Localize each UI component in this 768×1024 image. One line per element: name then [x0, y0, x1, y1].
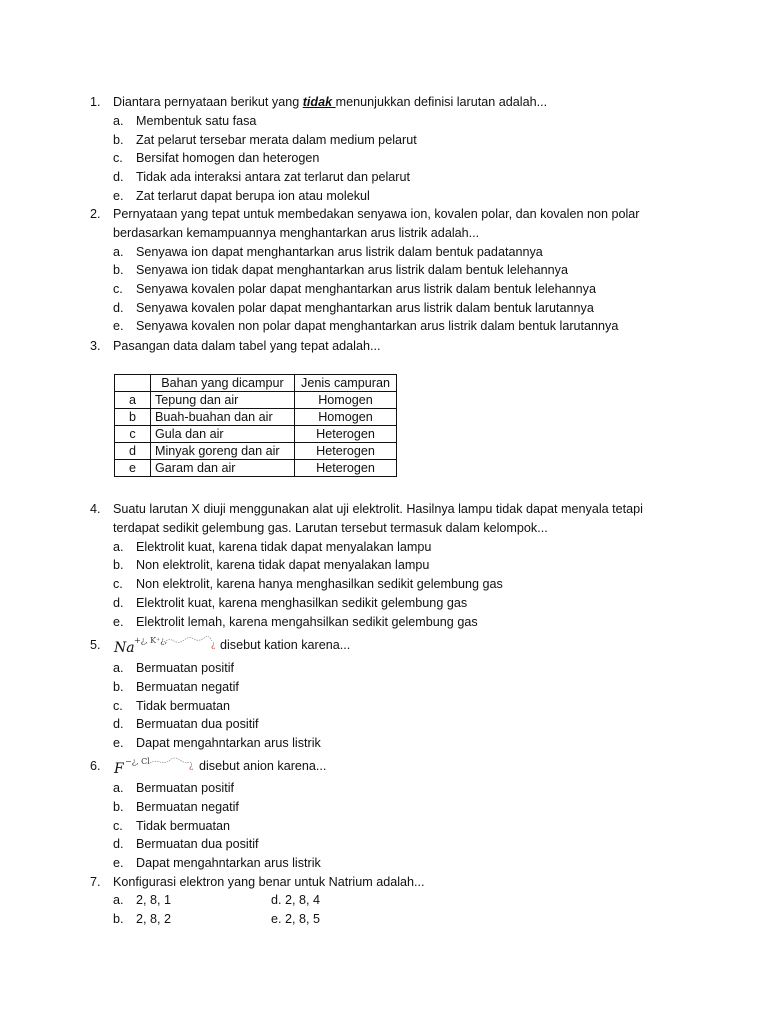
q2-option-e-letter: e.	[113, 319, 124, 333]
question-1-emphasis: tidak	[302, 95, 336, 109]
q5-option-e-letter: e.	[113, 736, 124, 750]
table-cell: Gula dan air	[151, 426, 295, 443]
q6-option-a-letter: a.	[113, 781, 124, 795]
q7-option-e: e. 2, 8, 5	[271, 912, 321, 926]
table-row	[115, 460, 397, 477]
q4-option-a-letter: a.	[113, 540, 124, 554]
question-2-text-line2: berdasarkan kemampuannya menghantarkan arus listrik adalah...	[113, 226, 480, 240]
question-1-text-pre: Diantara pernyataan berikut yang	[113, 95, 303, 109]
q1-option-e-letter: e.	[113, 189, 124, 203]
table-cell: Tepung dan air	[151, 392, 295, 409]
q6-option-d-letter: d.	[113, 837, 124, 851]
q6-option-a: Bermuatan positif	[136, 781, 235, 795]
question-1-number: 1.	[90, 95, 101, 109]
q5-option-b: Bermuatan negatif	[136, 680, 239, 694]
q2-option-c-letter: c.	[113, 282, 123, 296]
table-cell: d	[115, 443, 151, 460]
table-cell: b	[115, 409, 151, 426]
question-4-text-line1: Suatu larutan X diuji menggunakan alat uji elektrolit. Hasilnya lampu tidak dapat menyala tetapi	[113, 502, 643, 516]
anion-formula	[114, 757, 194, 781]
q1-option-b-letter: b.	[113, 133, 124, 147]
q5-option-a: Bermuatan positif	[136, 661, 235, 675]
q2-option-c: Senyawa kovalen polar dapat menghantarkan arus listrik dalam bentuk lelehannya	[136, 282, 596, 296]
table-header-cell: Bahan yang dicampur	[151, 375, 295, 392]
q4-option-d: Elektrolit kuat, karena menghasilkan sedikit gelembung gas	[136, 596, 468, 610]
question-4-text-line2: terdapat sedikit gelembung gas. Larutan tersebut termasuk dalam kelompok...	[113, 521, 548, 535]
q1-option-a: Membentuk satu fasa	[136, 114, 257, 128]
q4-option-e-letter: e.	[113, 615, 124, 629]
q4-option-c-letter: c.	[113, 577, 123, 591]
question-5-text: disebut kation karena...	[220, 638, 351, 652]
q5-option-d-letter: d.	[113, 717, 124, 731]
q4-option-d-letter: d.	[113, 596, 124, 610]
q2-option-b-letter: b.	[113, 263, 124, 277]
anion-charges: −¿, Cl	[125, 757, 150, 766]
question-4-number: 4.	[90, 502, 101, 516]
table-cell: c	[115, 426, 151, 443]
table-cell: Garam dan air	[151, 460, 295, 477]
formula-squiggle-icon	[150, 755, 194, 769]
question-6-text: disebut anion karena...	[199, 759, 327, 773]
cation-charges: +¿, K⁺¿,	[134, 636, 168, 645]
q6-option-d: Bermuatan dua positif	[136, 837, 259, 851]
fluorine-symbol: F	[114, 761, 124, 777]
q6-option-e-letter: e.	[113, 856, 124, 870]
q4-option-b: Non elektrolit, karena tidak dapat menyalakan lampu	[136, 558, 430, 572]
question-7-number: 7.	[90, 875, 101, 889]
q5-option-b-letter: b.	[113, 680, 124, 694]
q7-option-a: 2, 8, 1	[136, 893, 172, 907]
q5-option-e: Dapat mengahntarkan arus listrik	[136, 736, 321, 750]
formula-squiggle-icon	[164, 634, 214, 648]
q7-option-d: d. 2, 8, 4	[271, 893, 321, 907]
cation-formula	[114, 636, 216, 660]
q2-option-b: Senyawa ion tidak dapat menghantarkan arus listrik dalam bentuk lelehannya	[136, 263, 568, 277]
q6-option-e: Dapat mengahntarkan arus listrik	[136, 856, 321, 870]
table-header-row	[115, 375, 397, 392]
q7-option-b-letter: b.	[113, 912, 124, 926]
q5-option-c-letter: c.	[113, 699, 123, 713]
q2-option-a: Senyawa ion dapat menghantarkan arus listrik dalam bentuk padatannya	[136, 245, 543, 259]
table-cell: Heterogen	[295, 426, 397, 443]
q7-option-b: 2, 8, 2	[136, 912, 172, 926]
question-1-text-post: menunjukkan definisi larutan adalah...	[335, 95, 548, 109]
q5-option-a-letter: a.	[113, 661, 124, 675]
q4-option-a: Elektrolit kuat, karena tidak dapat menyalakan lampu	[136, 540, 432, 554]
table-cell: Heterogen	[295, 460, 397, 477]
table-row	[115, 443, 397, 460]
question-2-number: 2.	[90, 207, 101, 221]
q1-option-c-letter: c.	[113, 151, 123, 165]
q1-option-c: Bersifat homogen dan heterogen	[136, 151, 320, 165]
question-2-text-line1: Pernyataan yang tepat untuk membedakan senyawa ion, kovalen polar, dan kovalen non polar	[113, 207, 640, 221]
question-6-number: 6.	[90, 759, 101, 773]
q5-option-d: Bermuatan dua positif	[136, 717, 259, 731]
formula-error-mark: ¿	[189, 761, 194, 770]
q6-option-b: Bermuatan negatif	[136, 800, 239, 814]
table-cell: Buah-buahan dan air	[151, 409, 295, 426]
q1-option-a-letter: a.	[113, 114, 124, 128]
q4-option-b-letter: b.	[113, 558, 124, 572]
table-cell: e	[115, 460, 151, 477]
table-cell: Minyak goreng dan air	[151, 443, 295, 460]
table-cell: a	[115, 392, 151, 409]
q1-option-b: Zat pelarut tersebar merata dalam medium pelarut	[136, 133, 417, 147]
table-header-cell: Jenis campuran	[295, 375, 397, 392]
q2-option-e: Senyawa kovalen non polar dapat menghantarkan arus listrik dalam bentuk larutannya	[136, 319, 619, 333]
q5-option-c: Tidak bermuatan	[136, 699, 231, 713]
table-cell: Homogen	[295, 409, 397, 426]
q2-option-a-letter: a.	[113, 245, 124, 259]
q2-option-d: Senyawa kovalen polar dapat menghantarkan arus listrik dalam bentuk larutannya	[136, 301, 594, 315]
q2-option-d-letter: d.	[113, 301, 124, 315]
q4-option-e: Elektrolit lemah, karena mengahsilkan sedikit gelembung gas	[136, 615, 478, 629]
sodium-symbol: Na	[114, 640, 135, 656]
question-5-number: 5.	[90, 638, 101, 652]
question-1-text	[113, 94, 547, 110]
table-cell: Homogen	[295, 392, 397, 409]
table-row	[115, 409, 397, 426]
question-3-number: 3.	[90, 339, 101, 353]
q6-option-c-letter: c.	[113, 819, 123, 833]
formula-error-mark: ¿	[211, 640, 216, 649]
q6-option-c: Tidak bermuatan	[136, 819, 231, 833]
q4-option-c: Non elektrolit, karena hanya menghasilkan sedikit gelembung gas	[136, 577, 503, 591]
q1-option-d-letter: d.	[113, 170, 124, 184]
q1-option-e: Zat terlarut dapat berupa ion atau molekul	[136, 189, 370, 203]
q7-option-a-letter: a.	[113, 893, 124, 907]
mixture-table	[114, 374, 397, 477]
table-cell: Heterogen	[295, 443, 397, 460]
question-3-text: Pasangan data dalam tabel yang tepat adalah...	[113, 339, 381, 353]
table-row	[115, 426, 397, 443]
table-header-cell	[115, 375, 151, 392]
q1-option-d: Tidak ada interaksi antara zat terlarut dan pelarut	[136, 170, 410, 184]
question-7-text: Konfigurasi elektron yang benar untuk Natrium adalah...	[113, 875, 425, 889]
table-row	[115, 392, 397, 409]
q6-option-b-letter: b.	[113, 800, 124, 814]
